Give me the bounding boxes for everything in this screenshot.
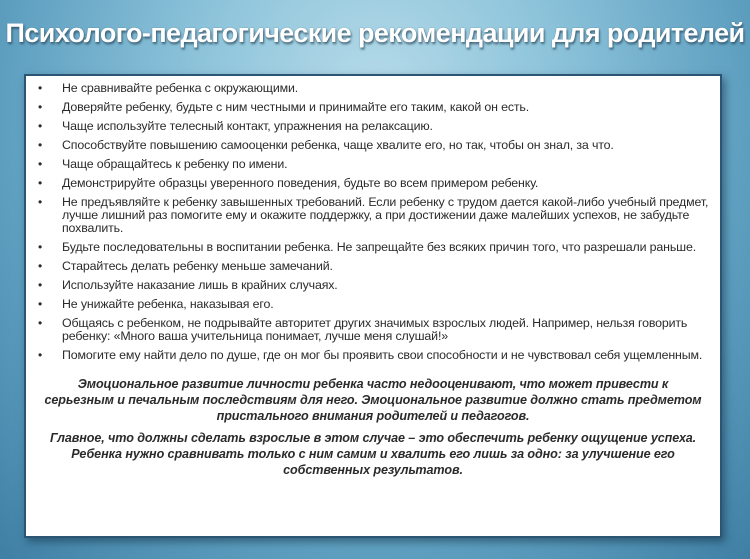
content-panel	[24, 74, 722, 538]
list-item-text: Не сравнивайте ребенка с окружающими.	[62, 81, 299, 95]
summary-paragraph-main-point: Главное, что должны сделать взрослые в этом случае – это обеспечить ребенку ощущение успеха. Ребенка нужно сравнивать только с ним самим и хвалить его лишь за одно: за улучшение его собственных результатов.	[49, 431, 697, 477]
list-item-text: Используйте наказание лишь в крайних случаях.	[62, 278, 338, 292]
list-item	[38, 196, 710, 235]
bullet-icon: •	[38, 240, 43, 254]
list-item	[38, 139, 710, 152]
list-item	[38, 298, 710, 311]
list-item-text: Демонстрируйте образцы уверенного поведения, будьте во всем примером ребенку.	[62, 176, 539, 190]
list-item	[38, 101, 710, 114]
bullet-icon: •	[38, 278, 43, 292]
bullet-icon: •	[38, 348, 43, 362]
list-item-text: Чаще используйте телесный контакт, упражнения на релаксацию.	[62, 119, 433, 133]
list-item-text: Доверяйте ребенку, будьте с ним честными и принимайте его таким, какой он есть.	[62, 100, 530, 114]
list-item	[38, 177, 710, 190]
bullet-icon: •	[38, 316, 43, 330]
list-item	[38, 279, 710, 292]
bullet-icon: •	[38, 195, 43, 209]
bullet-icon: •	[38, 297, 43, 311]
bullet-icon: •	[38, 138, 43, 152]
recommendations-list	[26, 76, 720, 362]
bullet-icon: •	[38, 259, 43, 273]
bullet-icon: •	[38, 100, 43, 114]
list-item-text: Помогите ему найти дело по душе, где он мог бы проявить свои способности и не чувствовал себя ущемленным.	[62, 348, 703, 362]
list-item	[38, 241, 710, 254]
list-item-text: Не предъявляйте к ребенку завышенных требований. Если ребенку с трудом дается какой-либо учебный предмет, лучше лишний раз помогите ему и окажите поддержку, а при достижении даже малейших успехов, не забудьте похвалить.	[62, 195, 709, 235]
list-item	[38, 82, 710, 95]
list-item-text: Не унижайте ребенка, наказывая его.	[62, 297, 274, 311]
list-item	[38, 317, 710, 343]
bullet-icon: •	[38, 119, 43, 133]
list-item-text: Чаще обращайтесь к ребенку по имени.	[62, 157, 288, 171]
bullet-icon: •	[38, 81, 43, 95]
list-item	[38, 158, 710, 171]
list-item-text: Будьте последовательны в воспитании ребенка. Не запрещайте без всяких причин того, что разрешали раньше.	[62, 240, 696, 254]
list-item	[38, 120, 710, 133]
summary-paragraph-emotional-development: Эмоциональное развитие личности ребенка часто недооценивают, что может привести к серьезным и печальным последствиям для него. Эмоциональное развитие должно стать предметом пристального внимания родителей и педагогов.	[44, 377, 702, 423]
list-item-text: Способствуйте повышению самооценки ребенка, чаще хвалите его, но так, чтобы он знал, за что.	[62, 138, 614, 152]
list-item	[38, 349, 710, 362]
list-item-text: Общаясь с ребенком, не подрывайте авторитет других значимых взрослых людей. Например, нельзя говорить ребенку: «Много ваша учительница понимает, лучше меня слушай!»	[62, 316, 688, 343]
bullet-icon: •	[38, 176, 43, 190]
list-item	[38, 260, 710, 273]
page-title: Психолого-педагогические рекомендации для родителей	[5, 18, 745, 48]
summary-block	[44, 376, 702, 478]
list-item-text: Старайтесь делать ребенку меньше замечаний.	[62, 259, 333, 273]
bullet-icon: •	[38, 157, 43, 171]
